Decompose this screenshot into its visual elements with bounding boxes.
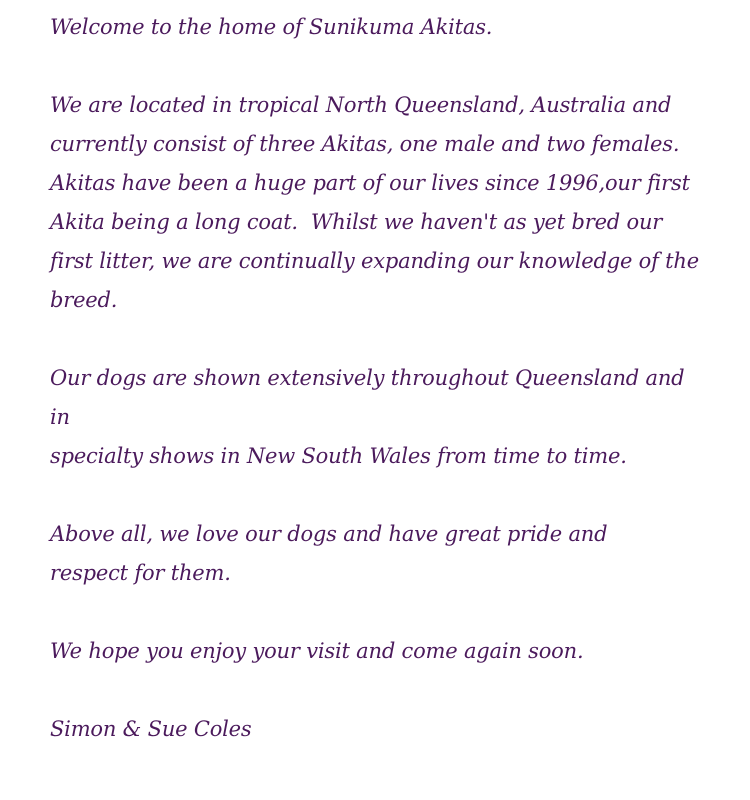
paragraph-spacer bbox=[50, 593, 700, 632]
pride-paragraph bbox=[50, 515, 700, 593]
pride-line: respect for them. bbox=[50, 561, 231, 585]
paragraph-spacer bbox=[50, 476, 700, 515]
visit-line: We hope you enjoy your visit and come again soon. bbox=[50, 639, 584, 663]
about-line: breed. bbox=[50, 288, 118, 312]
about-line: currently consist of three Akitas, one male and two females. bbox=[50, 132, 680, 156]
about-line: first litter, we are continually expanding our knowledge of the bbox=[50, 249, 699, 273]
about-line: Akitas have been a huge part of our lives since 1996,our first bbox=[50, 171, 690, 195]
shows-line: specialty shows in New South Wales from time to time. bbox=[50, 444, 627, 468]
welcome-heading: Welcome to the home of Sunikuma Akitas. bbox=[50, 15, 493, 39]
paragraph-spacer bbox=[50, 320, 700, 359]
pride-line: Above all, we love our dogs and have great pride and bbox=[50, 522, 608, 546]
shows-paragraph bbox=[50, 359, 700, 476]
about-line: We are located in tropical North Queensland, Australia and bbox=[50, 93, 672, 117]
paragraph-spacer bbox=[50, 671, 700, 710]
visit-paragraph bbox=[50, 632, 700, 671]
shows-line: Our dogs are shown extensively throughout Queensland and in bbox=[50, 366, 685, 429]
paragraph-spacer bbox=[50, 47, 700, 86]
welcome-letter bbox=[50, 8, 700, 749]
about-line: Akita being a long coat. Whilst we haven't as yet bred our bbox=[50, 210, 663, 234]
signature: Simon & Sue Coles bbox=[50, 717, 252, 741]
about-paragraph bbox=[50, 86, 700, 320]
